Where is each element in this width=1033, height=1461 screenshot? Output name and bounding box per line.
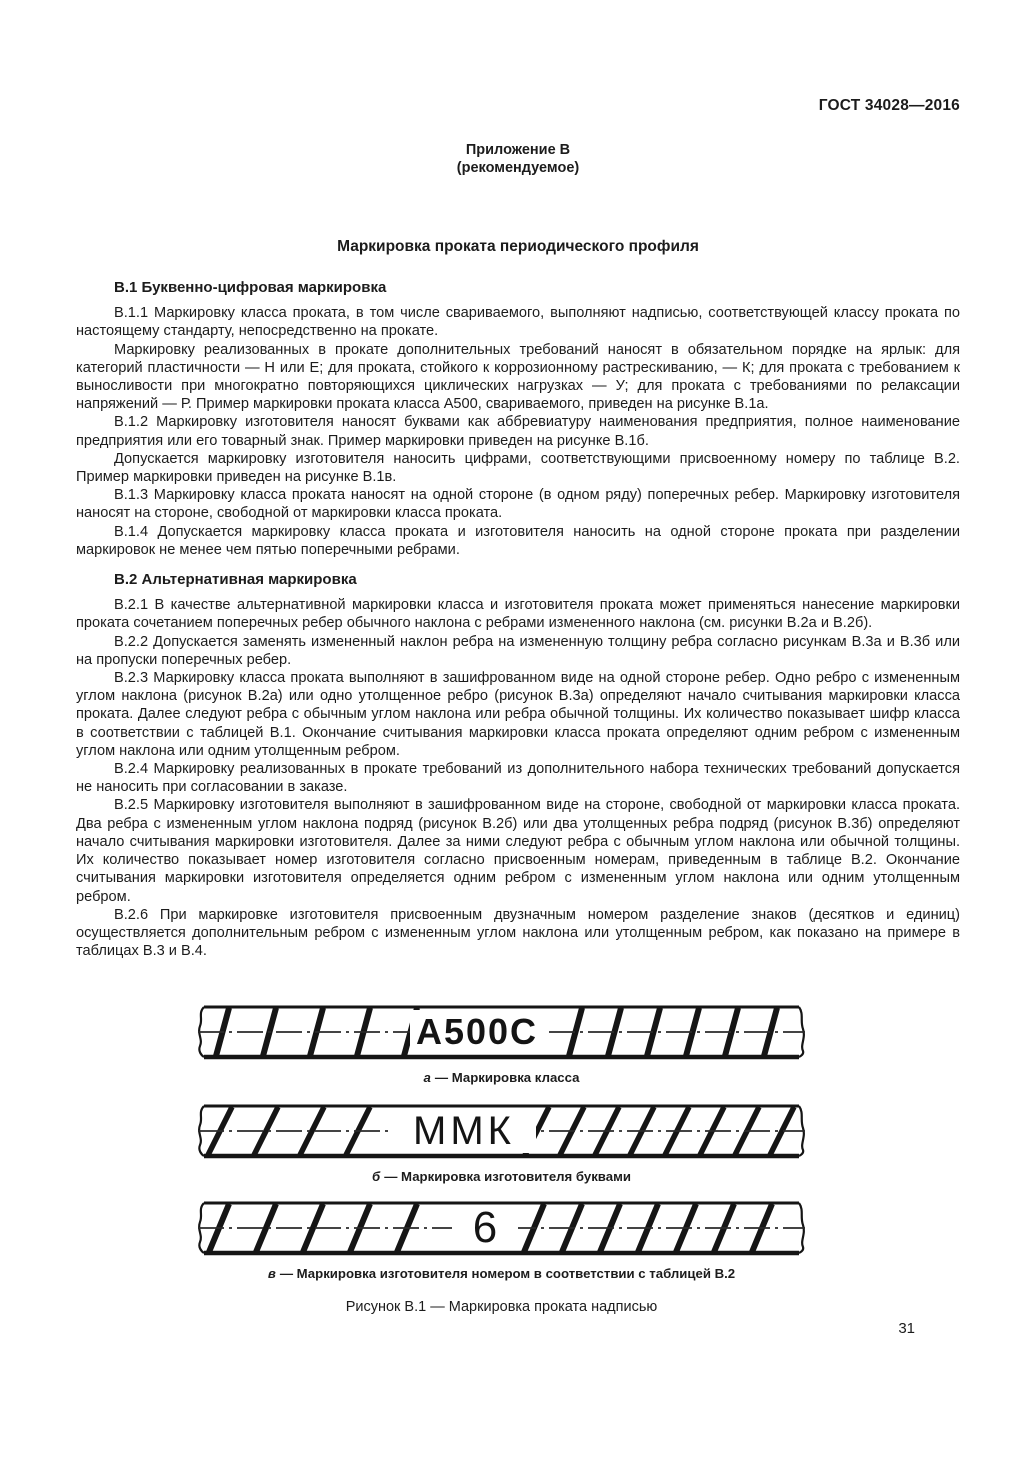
- marking-label-class: А500С: [415, 1011, 539, 1052]
- page-title: Маркировка проката периодического профиля: [337, 238, 699, 255]
- paragraph-b2-2: В.2.2 Допускается заменять измененный наклон ребра на измененную толщину ребра согласно рисункам В.3а и В.3б или на пропуски поперечных ребер.: [76, 633, 960, 668]
- figure-main-caption: Рисунок В.1 — Маркировка проката надписью: [345, 1299, 658, 1315]
- paragraph-b1-2b: Допускается маркировку изготовителя наносить цифрами, соответствующими присвоенному номеру по таблице В.2. Пример маркировки приведен на рисунке В.1в.: [76, 450, 960, 486]
- rebar-figure-manufacturer-number: [194, 1197, 809, 1259]
- appendix-note: (рекомендуемое): [456, 160, 580, 176]
- paragraph-b2-4: В.2.4 Маркировку реализованных в прокате требований из дополнительного набора технических требований допускается не наносить при согласовании в заказе.: [76, 761, 960, 796]
- page-number: 31: [898, 1320, 915, 1337]
- figure-letter-a: а: [423, 1070, 431, 1085]
- appendix-label: Приложение В: [465, 142, 571, 158]
- section-b1-heading: В.1 Буквенно-цифровая маркировка: [114, 279, 387, 296]
- paragraph-b1-2: В.1.2 Маркировку изготовителя наносят буквами как аббревиатуру наименования предприятия, полное наименование предприятия или его товарный знак. Пример маркировки приведен на рисунке В.1б.: [76, 414, 960, 449]
- rebar-figure-manufacturer-letters: [194, 1100, 809, 1162]
- figure-caption-c: [268, 1266, 735, 1281]
- paragraph-b1-1b: Маркировку реализованных в прокате дополнительных требований наносят в обязательном порядке на ярлык: для категорий пластичности — Н или Е; для проката, стойкого к коррозионному растрескиванию, — К; для проката с требованием к выносливости при многократно повторяющихся циклических нагрузках — У; для проката с требованиями по релаксации напряжений — Р. Пример маркировки проката класса А500, свариваемого, приведен на рисунке В.1а.: [76, 341, 960, 413]
- paragraph-b1-3: В.1.3 Маркировку класса проката наносят на одной стороне (в одном ряду) поперечных ребер. Маркировку изготовителя наносят на стороне, свободной от маркировки класса проката.: [76, 487, 960, 522]
- paragraph-b2-3: В.2.3 Маркировку класса проката выполняют в зашифрованном виде на одной стороне ребер. Одно ребро с измененным углом наклона (рисунок В.2а) или одно утолщенное ребро (рисунок В.3а) определяют начало считывания маркировки класса проката. Далее следуют ребра с обычным углом наклона или ребра обычной толщины. Их количество показывает шифр класса в соответствии с таблицей В.1. Окончание считывания маркировки класса проката определяют одним ребром с измененным углом наклона или одним утолщенным ребром.: [76, 670, 960, 759]
- doc-number: ГОСТ 34028—2016: [818, 97, 960, 114]
- figure-letter-c: в: [267, 1266, 276, 1281]
- paragraph-b1-4: В.1.4 Допускается маркировку класса проката и изготовителя наносить на одной стороне проката при разделении маркировок не менее чем пятью поперечными ребрами.: [76, 523, 960, 558]
- appendix-heading: [76, 141, 960, 177]
- body-text: [76, 279, 960, 960]
- figure-letter-b: б: [372, 1169, 381, 1184]
- marking-label-manufacturer: ММК: [413, 1109, 515, 1153]
- paragraph-b2-1: В.2.1 В качестве альтернативной маркировки класса и изготовителя проката может применяться нанесение маркировки проката сочетанием поперечных ребер обычного наклона с ребрами измененного наклона (см. рисунки В.2а и В.2б).: [76, 597, 960, 632]
- figure-caption-b-text: — Маркировка изготовителя буквами: [384, 1169, 631, 1184]
- figure-caption-c-text: — Маркировка изготовителя номером в соответствии с таблицей В.2: [279, 1266, 736, 1281]
- rebar-figure-class: [194, 1001, 809, 1063]
- paragraph-b2-5: В.2.5 Маркировку изготовителя выполняют в зашифрованном виде на стороне, свободной от маркировки класса проката. Два ребра с измененным углом наклона подряд (рисунок В.2б) или два утолщенных ребра подряд (рисунок В.3б) определяют начало считывания маркировки изготовителя. Далее за ними следуют ребра с обычным углом наклона или обычной толщины. Их количество показывает номер изготовителя согласно присвоенным номерам, приведенным в таблице В.2. Окончание считывания маркировки изготовителя определяется одним ребром с измененным углом наклона или одним утолщенным ребром.: [76, 797, 960, 905]
- marking-label-number: 6: [472, 1203, 498, 1252]
- figure-caption-a: [424, 1070, 580, 1085]
- paragraph-b1-1: В.1.1 Маркировку класса проката, в том числе свариваемого, выполняют надписью, соответствующей классу проката по настоящему стандарту, непосредственно на прокате.: [76, 305, 960, 340]
- figure-caption-a-text: — Маркировка класса: [434, 1070, 580, 1085]
- section-b2-heading: В.2 Альтернативная маркировка: [114, 571, 357, 589]
- figure-caption-b: [372, 1169, 631, 1184]
- figure-b1-block: [194, 1001, 809, 1315]
- paragraph-b2-6: В.2.6 При маркировке изготовителя присвоенным двузначным номером разделение знаков (десятков и единиц) осуществляется дополнительным ребром с измененным углом наклона или утолщенным ребром, как показано на примере в таблицах В.3 и В.4.: [76, 906, 960, 960]
